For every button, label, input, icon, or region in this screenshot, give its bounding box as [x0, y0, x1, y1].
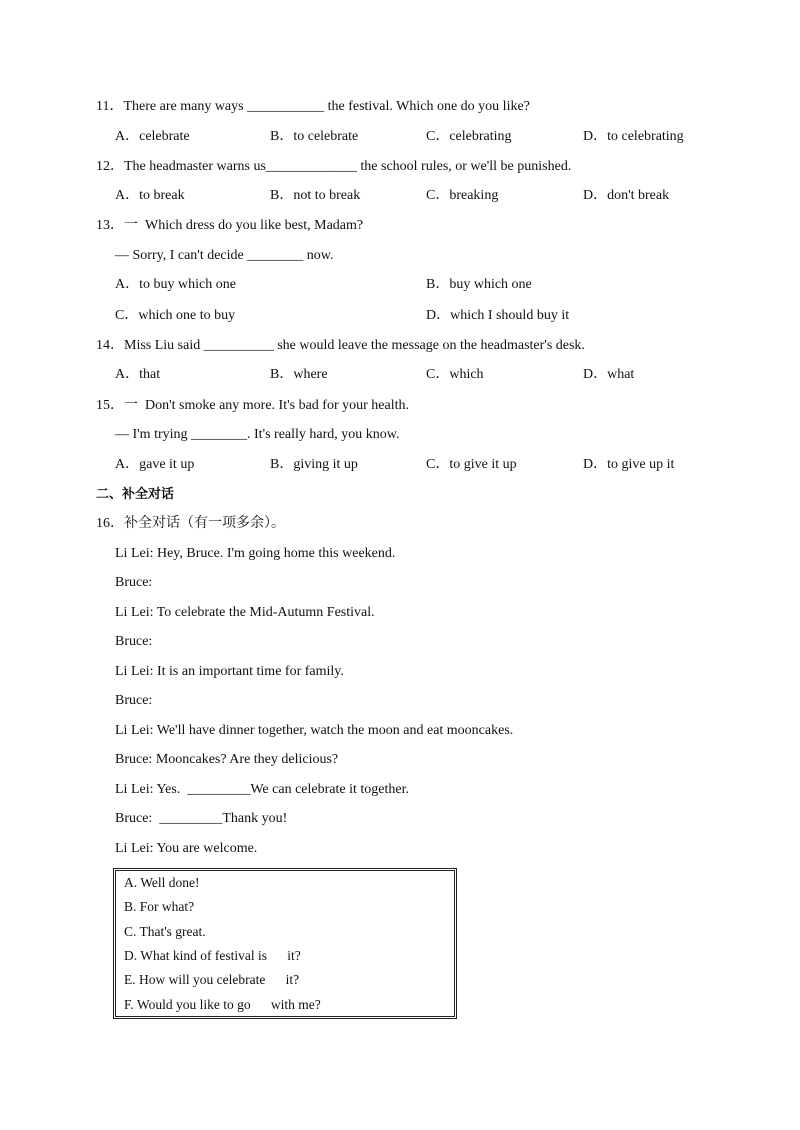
- q11-option-c[interactable]: C．celebrating: [426, 129, 512, 144]
- q15-option-d[interactable]: D．to give up it: [583, 457, 675, 472]
- q14-option-d[interactable]: D．what: [583, 367, 635, 382]
- choice-item[interactable]: B. For what?: [124, 899, 195, 914]
- q11-option-d[interactable]: D．to celebrating: [583, 129, 684, 144]
- q13-option-b[interactable]: B．buy which one: [426, 277, 532, 292]
- choice-item[interactable]: F. Would you like to go with me?: [124, 997, 321, 1012]
- q13-option-c[interactable]: C．which one to buy: [115, 308, 236, 323]
- choice-item[interactable]: C. That's great.: [124, 924, 206, 939]
- dialogue-line: Li Lei: It is an important time for family.: [115, 664, 344, 679]
- dialogue-line: Li Lei: We'll have dinner together, watch the moon and eat mooncakes.: [115, 723, 514, 738]
- choice-item[interactable]: E. How will you celebrate it?: [124, 972, 300, 987]
- choices-box: [113, 868, 457, 1019]
- q13-option-d[interactable]: D．which I should buy it: [426, 308, 570, 323]
- q13-line2: — Sorry, I can't decide ________ now.: [115, 248, 334, 263]
- q15-stem: 15．一 Don't smoke any more. It's bad for your health.: [96, 398, 409, 413]
- q12-option-a[interactable]: A．to break: [115, 188, 185, 203]
- q15-option-b[interactable]: B．giving it up: [270, 457, 358, 472]
- q11-option-a[interactable]: A．celebrate: [115, 129, 190, 144]
- q15-option-c[interactable]: C．to give it up: [426, 457, 517, 472]
- dialogue-line: Li Lei: Yes. _________We can celebrate it together.: [115, 782, 409, 797]
- section-title: 二、补全对话: [96, 487, 175, 502]
- q13-stem: 13．一 Which dress do you like best, Madam?: [96, 218, 364, 233]
- q12-option-b[interactable]: B．not to break: [270, 188, 361, 203]
- q15-line2: — I'm trying ________. It's really hard, you know.: [115, 427, 400, 442]
- q12-stem: 12．The headmaster warns us_____________ the school rules, or we'll be punished.: [96, 159, 572, 174]
- dialogue-line: Li Lei: Hey, Bruce. I'm going home this weekend.: [115, 546, 396, 561]
- q13-option-a[interactable]: A．to buy which one: [115, 277, 236, 292]
- dialogue-line: Bruce:: [115, 634, 153, 649]
- q14-option-b[interactable]: B．where: [270, 367, 328, 382]
- q14-stem: 14．Miss Liu said __________ she would leave the message on the headmaster's desk.: [96, 338, 585, 353]
- q11-option-b[interactable]: B．to celebrate: [270, 129, 359, 144]
- q14-option-a[interactable]: A．that: [115, 367, 161, 382]
- q12-option-d[interactable]: D．don't break: [583, 188, 670, 203]
- dialogue-line: Li Lei: To celebrate the Mid-Autumn Festival.: [115, 605, 375, 620]
- dialogue-line: Li Lei: You are welcome.: [115, 841, 258, 856]
- q16-stem: 16．补全对话（有一项多余）。: [96, 516, 285, 531]
- dialogue-line: Bruce: Mooncakes? Are they delicious?: [115, 752, 339, 767]
- choice-item[interactable]: A. Well done!: [124, 875, 200, 890]
- q12-option-c[interactable]: C．breaking: [426, 188, 499, 203]
- dialogue-line: Bruce:: [115, 575, 153, 590]
- dialogue-line: Bruce: _________Thank you!: [115, 811, 288, 826]
- dialogue-line: Bruce:: [115, 693, 153, 708]
- q11-stem: 11．There are many ways ___________ the festival. Which one do you like?: [96, 99, 530, 114]
- q15-option-a[interactable]: A．gave it up: [115, 457, 195, 472]
- choice-item[interactable]: D. What kind of festival is it?: [124, 948, 301, 963]
- q14-option-c[interactable]: C．which: [426, 367, 484, 382]
